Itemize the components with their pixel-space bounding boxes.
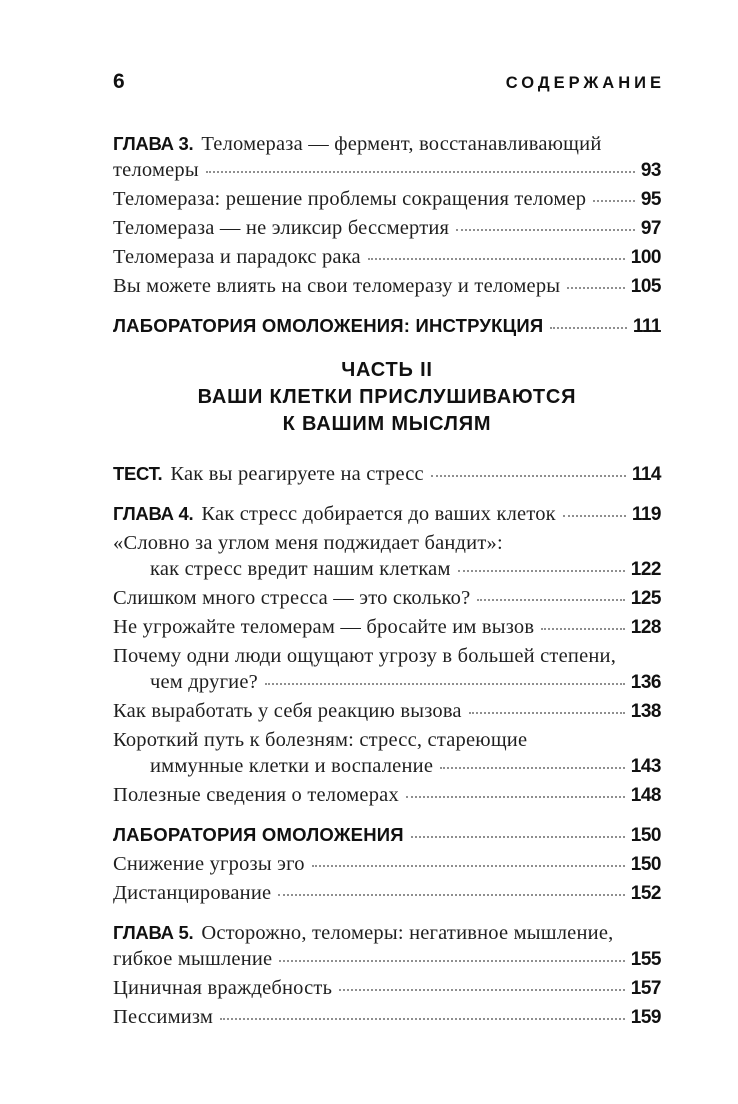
- entry-title: Не угрожайте теломерам — бросайте им вызов: [113, 616, 535, 638]
- dot-leader: [541, 628, 625, 630]
- toc-entry: [113, 880, 661, 907]
- toc-entry: [113, 698, 661, 725]
- entry-title: Как выработать у себя реакцию вызова: [113, 700, 462, 722]
- toc-line: [113, 975, 661, 1002]
- toc-entry: [113, 920, 661, 973]
- toc-entry: [113, 782, 661, 809]
- toc-entry: [113, 461, 661, 488]
- toc-group: [113, 822, 661, 907]
- toc-line: [113, 273, 661, 300]
- dot-leader: [411, 836, 625, 838]
- page-number: 148: [630, 785, 661, 806]
- entry-title: Теломераза и парадокс рака: [113, 246, 361, 268]
- toc-entry: [113, 530, 661, 583]
- toc-line: [113, 669, 661, 696]
- entry-title: ЛАБОРАТОРИЯ ОМОЛОЖЕНИЯ: [113, 824, 404, 845]
- entry-title: Дистанцирование: [113, 882, 272, 904]
- page-number: 157: [630, 978, 661, 999]
- chapter-label: ТЕСТ.: [113, 463, 163, 484]
- toc-entry: [113, 131, 661, 184]
- entry-title: гибкое мышление: [113, 948, 273, 970]
- toc: [113, 131, 661, 1031]
- toc-line: [113, 822, 661, 849]
- toc-line: [113, 851, 661, 878]
- dot-leader: [593, 200, 635, 202]
- dot-leader: [265, 683, 625, 685]
- toc-line: [113, 244, 661, 271]
- toc-line: [113, 946, 661, 973]
- entry-title: Вы можете влиять на свои теломеразу и теломеры: [113, 275, 561, 297]
- toc-line: [113, 880, 661, 907]
- toc-entry: [113, 851, 661, 878]
- entry-title: Теломераза — не эликсир бессмертия: [113, 217, 450, 239]
- entry-title: Осторожно, теломеры: негативное мышление,: [201, 922, 614, 944]
- toc-entry: [113, 975, 661, 1002]
- toc-line: [113, 556, 661, 583]
- entry-title: Почему одни люди ощущают угрозу в большей степени,: [113, 645, 617, 667]
- entry-title: иммунные клетки и воспаление: [150, 755, 434, 777]
- toc-entry: [113, 186, 661, 213]
- page-number: 114: [631, 464, 661, 485]
- page-number: 93: [640, 160, 661, 181]
- page-number: 150: [630, 854, 661, 875]
- chapter-label: ГЛАВА 5.: [113, 922, 194, 943]
- dot-leader: [312, 865, 625, 867]
- toc-line: [113, 698, 661, 725]
- page-number: 125: [630, 588, 661, 609]
- dot-leader: [206, 171, 635, 173]
- toc-entry: [113, 215, 661, 242]
- dot-leader: [563, 515, 626, 517]
- entry-title: как стресс вредит нашим клеткам: [150, 558, 451, 580]
- dot-leader: [469, 712, 625, 714]
- toc-entry: [113, 1004, 661, 1031]
- toc-line: [113, 157, 661, 184]
- entry-title: Циничная враждебность: [113, 977, 333, 999]
- entry-title: Как стресс добирается до ваших клеток: [201, 503, 556, 525]
- toc-entry: [113, 244, 661, 271]
- toc-line: [113, 1004, 661, 1031]
- dot-leader: [440, 767, 625, 769]
- dot-leader: [456, 229, 635, 231]
- chapter-label: ГЛАВА 3.: [113, 133, 194, 154]
- toc-line: [113, 920, 661, 946]
- toc-entry: [113, 273, 661, 300]
- page-number: 152: [630, 883, 661, 904]
- toc-group: [113, 920, 661, 1031]
- page-number: 119: [631, 504, 661, 525]
- page-title: СОДЕРЖАНИЕ: [505, 74, 665, 92]
- part-heading-line: К ВАШИМ МЫСЛЯМ: [282, 413, 492, 435]
- toc-line: [113, 753, 661, 780]
- running-head: [113, 70, 665, 94]
- page-number: 143: [630, 756, 661, 777]
- entry-title: Теломераза — фермент, восстанавливающий: [201, 133, 602, 155]
- page-number: 136: [630, 672, 661, 693]
- dot-leader: [339, 989, 625, 991]
- entry-title: чем другие?: [150, 671, 258, 693]
- page-number: 150: [630, 825, 661, 846]
- toc-line: [113, 643, 661, 669]
- page-number: 128: [630, 617, 661, 638]
- page-number: 122: [630, 559, 661, 580]
- page-number: 155: [630, 949, 661, 970]
- page-number: 138: [630, 701, 661, 722]
- toc-entry: [113, 313, 661, 340]
- toc-line: [113, 530, 661, 556]
- toc-line: [113, 727, 661, 753]
- entry-title: Полезные сведения о теломерах: [113, 784, 399, 806]
- page-number: 100: [630, 247, 661, 268]
- dot-leader: [278, 894, 624, 896]
- toc-line: [113, 131, 661, 157]
- toc-group: [113, 501, 661, 809]
- toc-entry: [113, 501, 661, 528]
- toc-entry: [113, 822, 661, 849]
- entry-title: Слишком много стресса — это сколько?: [113, 587, 471, 609]
- dot-leader: [458, 570, 625, 572]
- page-number: 159: [630, 1007, 661, 1028]
- entry-title: Короткий путь к болезням: стресс, стареющие: [113, 729, 528, 751]
- dot-leader: [567, 287, 625, 289]
- dot-leader: [368, 258, 625, 260]
- toc-line: [113, 186, 661, 213]
- part-heading: [113, 357, 661, 438]
- entry-title: Теломераза: решение проблемы сокращения теломер: [113, 188, 587, 210]
- toc-entry: [113, 727, 661, 780]
- part-heading-line: ЧАСТЬ II: [341, 359, 433, 381]
- page-number: 95: [640, 189, 661, 210]
- toc-line: [113, 501, 661, 528]
- toc-line: [113, 215, 661, 242]
- toc-group: [113, 461, 661, 488]
- part-heading-line: ВАШИ КЛЕТКИ ПРИСЛУШИВАЮТСЯ: [197, 386, 577, 408]
- dot-leader: [550, 327, 627, 329]
- entry-title: «Словно за углом меня поджидает бандит»:: [113, 532, 503, 554]
- entry-title: ЛАБОРАТОРИЯ ОМОЛОЖЕНИЯ: ИНСТРУКЦИЯ: [113, 315, 544, 336]
- toc-entry: [113, 614, 661, 641]
- page-number: 105: [630, 276, 661, 297]
- chapter-label: ГЛАВА 4.: [113, 503, 194, 524]
- folio-page-number: 6: [113, 70, 125, 93]
- toc-group: [113, 313, 661, 340]
- toc-entry: [113, 643, 661, 696]
- toc-group: [113, 131, 661, 300]
- toc-line: [113, 585, 661, 612]
- toc-line: [113, 313, 661, 340]
- dot-leader: [431, 475, 626, 477]
- toc-line: [113, 614, 661, 641]
- dot-leader: [279, 960, 624, 962]
- dot-leader: [220, 1018, 625, 1020]
- toc-entry: [113, 585, 661, 612]
- entry-title: Снижение угрозы эго: [113, 853, 305, 875]
- dot-leader: [477, 599, 624, 601]
- toc-line: [113, 782, 661, 809]
- page-number: 111: [632, 316, 661, 337]
- entry-title: теломеры: [113, 159, 199, 181]
- page-number: 97: [640, 218, 661, 239]
- entry-title: Как вы реагируете на стресс: [170, 463, 424, 485]
- toc-line: [113, 461, 661, 488]
- entry-title: Пессимизм: [113, 1006, 214, 1028]
- dot-leader: [406, 796, 625, 798]
